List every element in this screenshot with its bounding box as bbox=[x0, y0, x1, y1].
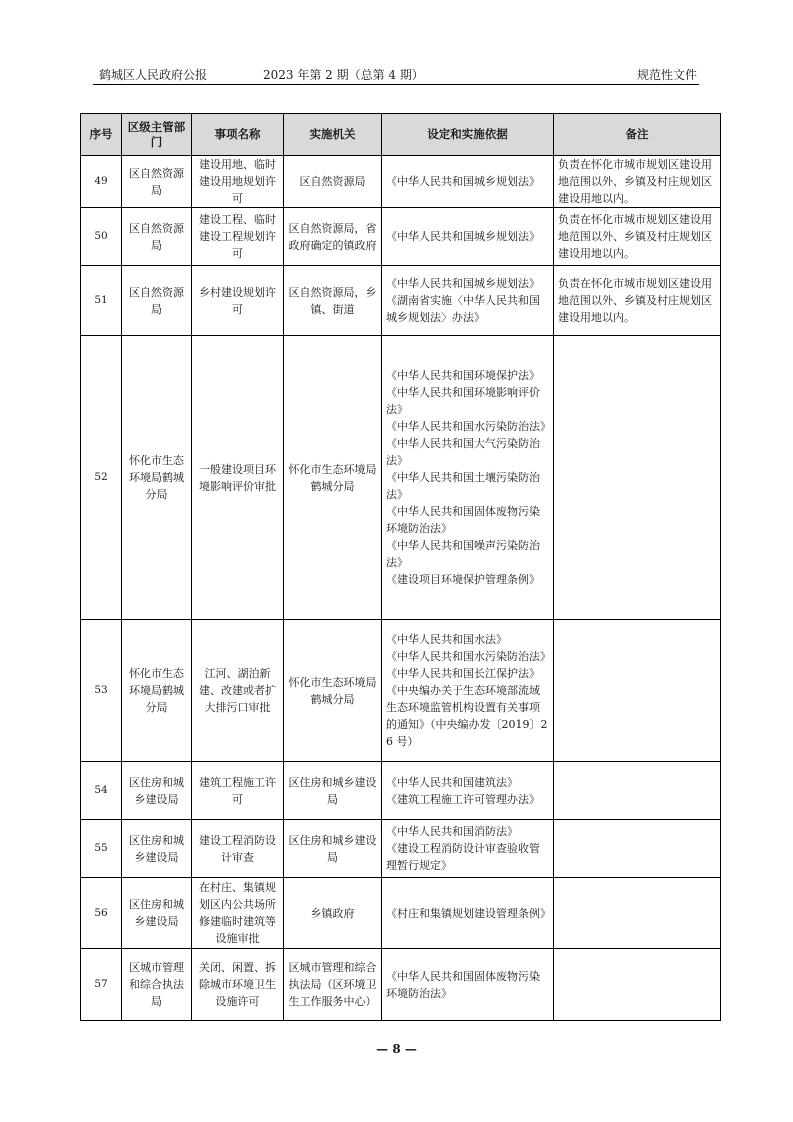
basis-entry: 《湖南省实施〈中华人民共和国城乡规划法〉办法》 bbox=[386, 294, 540, 324]
basis-entry: 《中华人民共和国环境影响评价法》 bbox=[386, 386, 540, 416]
col-header-item: 事项名称 bbox=[192, 114, 284, 156]
basis-entry: 《中华人民共和国水污染防治法》 bbox=[386, 650, 551, 663]
basis-entry: 《中华人民共和国土壤污染防治法》 bbox=[386, 471, 540, 501]
cell-basis bbox=[382, 878, 554, 949]
basis-entry: 《中华人民共和国水法》 bbox=[386, 633, 507, 646]
basis-entry: 《中华人民共和国消防法》 bbox=[386, 825, 518, 838]
basis-entry: 《中华人民共和国城乡规划法》 bbox=[386, 230, 540, 243]
cell-basis bbox=[382, 336, 554, 620]
basis-entry: 《中华人民共和国长江保护法》 bbox=[386, 667, 540, 680]
header-issue: 2023 年第 2 期（总第 4 期） bbox=[263, 68, 424, 82]
col-header-agency: 实施机关 bbox=[284, 114, 382, 156]
table-row bbox=[81, 949, 721, 1021]
basis-entry: 《中华人民共和国建筑法》 bbox=[386, 775, 518, 789]
cell-agency: 乡镇政府 bbox=[284, 878, 382, 949]
basis-entry: 《中华人民共和国城乡规划法》 bbox=[386, 175, 540, 188]
cell-note bbox=[554, 820, 721, 878]
cell-note bbox=[554, 949, 721, 1021]
cell-item-name: 建设工程、临时建设工程规划许可 bbox=[192, 208, 284, 266]
cell-agency: 区自然资源局，乡镇、街道 bbox=[284, 266, 382, 336]
cell-basis bbox=[382, 266, 554, 336]
cell-department: 区城市管理和综合执法局 bbox=[122, 949, 192, 1021]
col-header-note: 备注 bbox=[554, 114, 721, 156]
basis-entry: 《中华人民共和国噪声污染防治法》 bbox=[386, 539, 540, 569]
cell-note: 负责在怀化市城市规划区建设用地范围以外、乡镇及村庄规划区建设用地以内。 bbox=[554, 208, 721, 266]
basis-entry: 《中华人民共和国固体废物污染环境防治法》 bbox=[386, 969, 540, 1000]
cell-note bbox=[554, 620, 721, 762]
cell-item-name: 关闭、闲置、拆除城市环境卫生设施许可 bbox=[192, 949, 284, 1021]
cell-note: 负责在怀化市城市规划区建设用地范围以外、乡镇及村庄规划区建设用地以内。 bbox=[554, 156, 721, 208]
cell-department: 怀化市生态环境局鹤城分局 bbox=[122, 620, 192, 762]
basis-entry: 《建筑工程施工许可管理办法》 bbox=[386, 792, 540, 806]
cell-note bbox=[554, 878, 721, 949]
cell-agency: 区住房和城乡建设局 bbox=[284, 762, 382, 820]
table-row bbox=[81, 820, 721, 878]
cell-department: 区自然资源局 bbox=[122, 266, 192, 336]
table-row bbox=[81, 620, 721, 762]
basis-entry: 《村庄和集镇规划建设管理条例》 bbox=[386, 906, 551, 920]
cell-note: 负责在怀化市城市规划区建设用地范围以外、乡镇及村庄规划区建设用地以内。 bbox=[554, 266, 721, 336]
cell-number: 56 bbox=[81, 878, 122, 949]
table-row bbox=[81, 156, 721, 208]
basis-entry: 《中央编办关于生态环境部流域生态环境监管机构设置有关事项的通知》（中央编办发〔2019〕26 号） bbox=[386, 684, 548, 748]
cell-number: 55 bbox=[81, 820, 122, 878]
table-row bbox=[81, 878, 721, 949]
cell-note bbox=[554, 762, 721, 820]
cell-number: 54 bbox=[81, 762, 122, 820]
cell-agency: 区住房和城乡建设局 bbox=[284, 820, 382, 878]
cell-item-name: 建筑工程施工许可 bbox=[192, 762, 284, 820]
cell-agency: 区城市管理和综合执法局（区环境卫生工作服务中心） bbox=[284, 949, 382, 1021]
cell-department: 区住房和城乡建设局 bbox=[122, 820, 192, 878]
cell-department: 怀化市生态环境局鹤城分局 bbox=[122, 336, 192, 620]
cell-basis bbox=[382, 949, 554, 1021]
col-header-number: 序号 bbox=[81, 114, 122, 156]
cell-department: 区住房和城乡建设局 bbox=[122, 878, 192, 949]
basis-entry: 《中华人民共和国大气污染防治法》 bbox=[386, 437, 540, 467]
cell-basis bbox=[382, 620, 554, 762]
cell-basis bbox=[382, 820, 554, 878]
basis-entry: 《中华人民共和国环境保护法》 bbox=[386, 369, 540, 382]
basis-entry: 《中华人民共和国城乡规划法》 bbox=[386, 277, 540, 290]
basis-entry: 《建设项目环境保护管理条例》 bbox=[386, 573, 540, 586]
cell-basis bbox=[382, 156, 554, 208]
approval-items-table bbox=[80, 113, 721, 1021]
table-row bbox=[81, 208, 721, 266]
table-header-row bbox=[81, 114, 721, 156]
table-row bbox=[81, 336, 721, 620]
basis-entry: 《建设工程消防设计审查验收管理暂行规定》 bbox=[386, 842, 540, 872]
cell-number: 51 bbox=[81, 266, 122, 336]
cell-number: 57 bbox=[81, 949, 122, 1021]
cell-item-name: 建设工程消防设计审查 bbox=[192, 820, 284, 878]
basis-entry: 《中华人民共和国水污染防治法》 bbox=[386, 420, 551, 433]
cell-number: 52 bbox=[81, 336, 122, 620]
header-section: 规范性文件 bbox=[636, 68, 697, 82]
cell-number: 49 bbox=[81, 156, 122, 208]
cell-item-name: 江河、湖泊新建、改建或者扩大排污口审批 bbox=[192, 620, 284, 762]
header-publication: 鹤城区人民政府公报 bbox=[99, 68, 208, 82]
cell-agency: 怀化市生态环境局鹤城分局 bbox=[284, 620, 382, 762]
cell-agency: 怀化市生态环境局鹤城分局 bbox=[284, 336, 382, 620]
cell-department: 区住房和城乡建设局 bbox=[122, 762, 192, 820]
col-header-basis: 设定和实施依据 bbox=[382, 114, 554, 156]
col-header-department: 区级主管部门 bbox=[122, 114, 192, 156]
cell-item-name: 一般建设项目环境影响评价审批 bbox=[192, 336, 284, 620]
table-row bbox=[81, 266, 721, 336]
table-row bbox=[81, 762, 721, 820]
page-header bbox=[93, 62, 699, 85]
cell-agency: 区自然资源局 bbox=[284, 156, 382, 208]
cell-number: 50 bbox=[81, 208, 122, 266]
page-number: — 8 — bbox=[376, 1042, 417, 1056]
cell-note bbox=[554, 336, 721, 620]
cell-department: 区自然资源局 bbox=[122, 208, 192, 266]
cell-item-name: 在村庄、集镇规划区内公共场所修建临时建筑等设施审批 bbox=[192, 878, 284, 949]
cell-number: 53 bbox=[81, 620, 122, 762]
cell-basis bbox=[382, 762, 554, 820]
cell-basis bbox=[382, 208, 554, 266]
cell-item-name: 乡村建设规划许可 bbox=[192, 266, 284, 336]
cell-agency: 区自然资源局，省政府确定的镇政府 bbox=[284, 208, 382, 266]
cell-department: 区自然资源局 bbox=[122, 156, 192, 208]
basis-entry: 《中华人民共和国固体废物污染环境防治法》 bbox=[386, 505, 540, 535]
cell-item-name: 建设用地、临时建设用地规划许可 bbox=[192, 156, 284, 208]
